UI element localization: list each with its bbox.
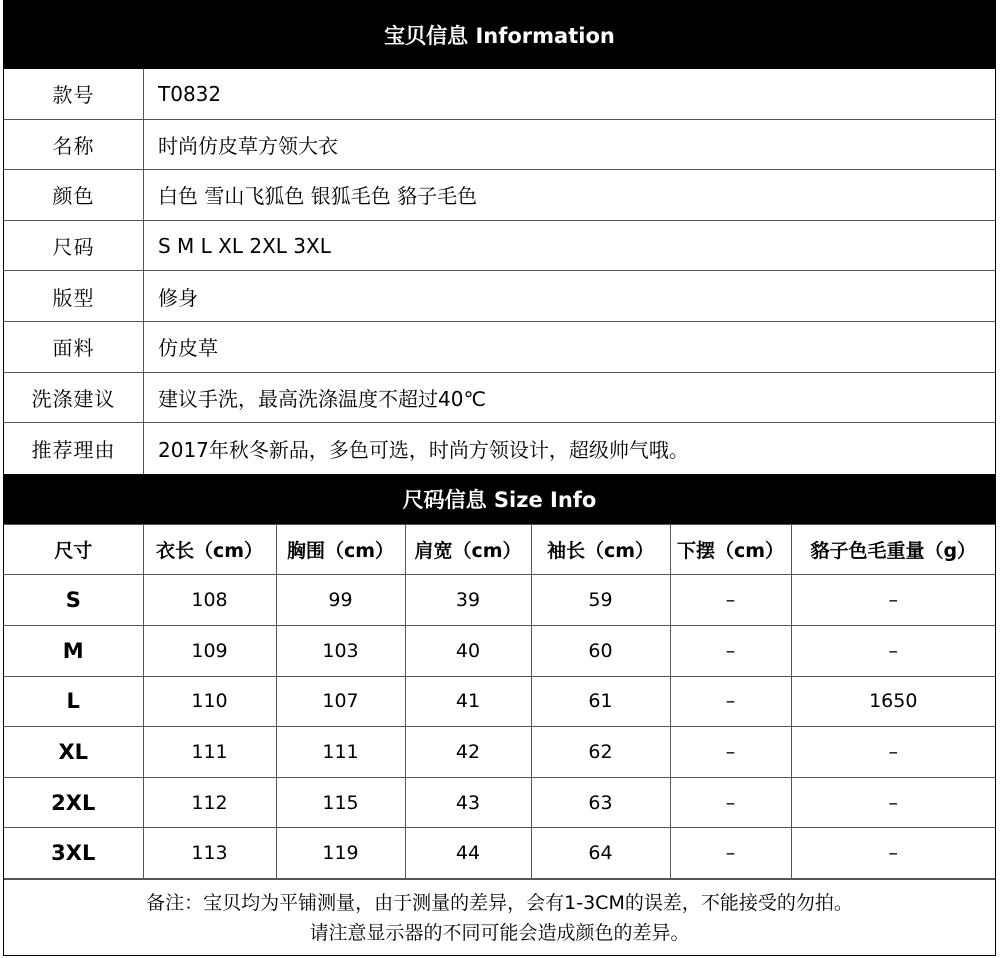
chest-cell: 107 <box>276 676 405 727</box>
sleeve-cell: 64 <box>531 828 670 879</box>
size-section-title: 尺码信息 Size Info <box>4 474 995 524</box>
weight-cell: 1650 <box>791 676 995 727</box>
hem-cell: – <box>670 828 791 879</box>
note-line: 请注意显示器的不同可能会造成颜色的差异。 <box>309 921 690 944</box>
info-section-title: 宝贝信息 Information <box>4 1 995 69</box>
info-value: 2017年秋冬新品，多色可选，时尚方领设计，超级帅气哦。 <box>158 437 689 462</box>
info-row-sizes <box>4 221 995 272</box>
header-sleeve: 袖长（cm） <box>531 524 670 575</box>
info-row-name <box>4 120 995 171</box>
info-row-style-no <box>4 69 995 120</box>
chest-cell: 115 <box>276 777 405 828</box>
size-cell: XL <box>4 727 143 778</box>
size-cell: S <box>4 575 143 626</box>
size-cell: M <box>4 625 143 676</box>
size-cell: 2XL <box>4 777 143 828</box>
size-cell: L <box>4 676 143 727</box>
info-value: S M L XL 2XL 3XL <box>158 233 331 258</box>
info-value: 时尚仿皮草方领大衣 <box>158 133 338 158</box>
chest-cell: 119 <box>276 828 405 879</box>
table-row <box>4 777 995 828</box>
length-cell: 111 <box>143 727 276 778</box>
length-cell: 108 <box>143 575 276 626</box>
header-length: 衣长（cm） <box>143 524 276 575</box>
size-table <box>4 524 995 879</box>
table-row <box>4 727 995 778</box>
info-table <box>4 69 995 474</box>
info-label: 面料 <box>4 322 144 372</box>
header-shoulder: 肩宽（cm） <box>405 524 531 575</box>
hem-cell: – <box>670 676 791 727</box>
info-row-washing <box>4 373 995 424</box>
sleeve-cell: 62 <box>531 727 670 778</box>
info-value: 建议手洗，最高洗涤温度不超过40℃ <box>158 386 486 411</box>
info-label: 洗涤建议 <box>4 373 144 423</box>
sleeve-cell: 59 <box>531 575 670 626</box>
header-weight: 貉子色毛重量（g） <box>791 524 995 575</box>
weight-cell: – <box>791 727 995 778</box>
sleeve-cell: 63 <box>531 777 670 828</box>
info-label: 尺码 <box>4 221 144 271</box>
info-label: 名称 <box>4 120 144 170</box>
size-cell: 3XL <box>4 828 143 879</box>
hem-cell: – <box>670 777 791 828</box>
weight-cell: – <box>791 777 995 828</box>
shoulder-cell: 43 <box>405 777 531 828</box>
sleeve-cell: 60 <box>531 625 670 676</box>
length-cell: 110 <box>143 676 276 727</box>
info-value: 修身 <box>158 285 198 310</box>
info-label: 版型 <box>4 271 144 321</box>
weight-cell: – <box>791 575 995 626</box>
info-row-fabric <box>4 322 995 373</box>
info-value: 白色 雪山飞狐色 银狐毛色 貉子毛色 <box>158 184 478 209</box>
chest-cell: 111 <box>276 727 405 778</box>
info-row-reason <box>4 423 995 474</box>
shoulder-cell: 42 <box>405 727 531 778</box>
header-size: 尺寸 <box>4 524 143 575</box>
hem-cell: – <box>670 575 791 626</box>
info-row-color <box>4 170 995 221</box>
shoulder-cell: 40 <box>405 625 531 676</box>
chest-cell: 103 <box>276 625 405 676</box>
length-cell: 112 <box>143 777 276 828</box>
table-row <box>4 575 995 626</box>
product-info-sheet <box>3 0 996 956</box>
info-label: 推荐理由 <box>4 423 144 474</box>
length-cell: 109 <box>143 625 276 676</box>
shoulder-cell: 41 <box>405 676 531 727</box>
size-table-header <box>4 524 995 575</box>
weight-cell: – <box>791 828 995 879</box>
sleeve-cell: 61 <box>531 676 670 727</box>
header-chest: 胸围（cm） <box>276 524 405 575</box>
length-cell: 113 <box>143 828 276 879</box>
note-line: 备注：宝贝均为平铺测量，由于测量的差异，会有1-3CM的误差，不能接受的勿拍。 <box>146 891 853 914</box>
info-value: 仿皮草 <box>158 336 218 361</box>
table-row <box>4 676 995 727</box>
info-label: 颜色 <box>4 170 144 220</box>
chest-cell: 99 <box>276 575 405 626</box>
hem-cell: – <box>670 727 791 778</box>
weight-cell: – <box>791 625 995 676</box>
info-value: T0832 <box>158 81 222 106</box>
table-row <box>4 828 995 879</box>
shoulder-cell: 44 <box>405 828 531 879</box>
info-label: 款号 <box>4 69 144 119</box>
hem-cell: – <box>670 625 791 676</box>
shoulder-cell: 39 <box>405 575 531 626</box>
header-hem: 下摆（cm） <box>670 524 791 575</box>
table-row <box>4 625 995 676</box>
info-row-fit <box>4 271 995 322</box>
notes-section <box>4 879 995 956</box>
